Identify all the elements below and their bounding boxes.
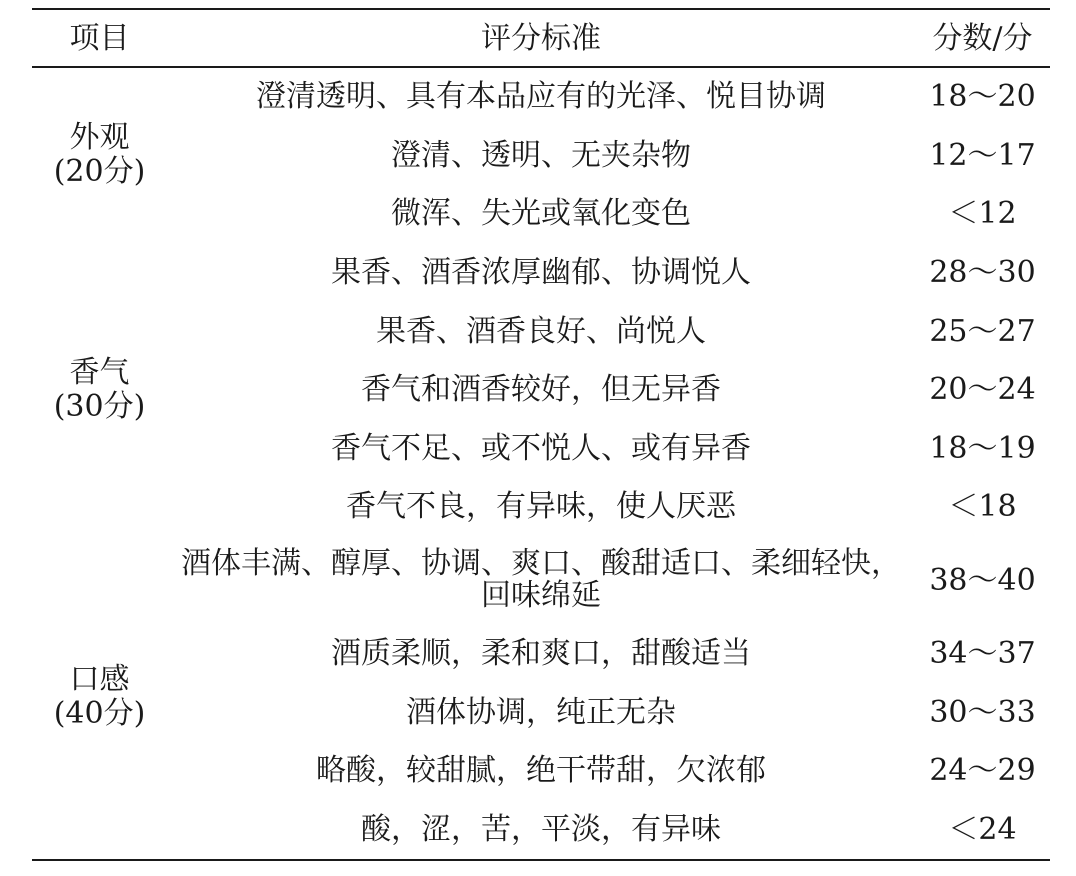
score-cell: 12～17 <box>929 137 1036 173</box>
score-cell: ＜24 <box>948 811 1017 847</box>
criterion-cell: 果香、酒香良好、尚悦人 <box>376 313 706 349</box>
category-name: 外观 <box>69 120 130 156</box>
table-row <box>32 243 1050 302</box>
score-cell: 30～33 <box>929 694 1036 730</box>
scoring-table-body <box>32 68 1050 859</box>
score-cell: ＜12 <box>948 196 1017 232</box>
score-cell: 38～40 <box>929 562 1036 598</box>
score-cell: 18～19 <box>929 430 1036 466</box>
table-row <box>32 185 1050 244</box>
scoring-table-container <box>32 8 1050 861</box>
category-appearance <box>32 68 167 244</box>
table-row <box>32 302 1050 361</box>
criterion-cell: 香气和酒香较好，但无异香 <box>361 372 721 408</box>
criterion-cell: 酒质柔顺，柔和爽口，甜酸适当 <box>331 636 751 672</box>
criterion-cell: 略酸，较甜腻，绝干带甜，欠浓郁 <box>316 753 766 789</box>
score-cell: 25～27 <box>929 313 1036 349</box>
score-cell: 18～20 <box>929 79 1036 115</box>
category-points: (40分) <box>53 696 146 732</box>
table-row <box>32 800 1050 859</box>
category-aroma <box>32 243 167 536</box>
header-item: 项目 <box>69 20 130 56</box>
criterion-cell: 澄清、透明、无夹杂物 <box>391 137 691 173</box>
table-row <box>32 68 1050 127</box>
table-bottom-rule <box>32 859 1050 861</box>
criterion-cell: 果香、酒香浓厚幽郁、协调悦人 <box>331 255 751 291</box>
score-cell: 28～30 <box>929 255 1036 291</box>
criterion-cell: 澄清透明、具有本品应有的光泽、悦目协调 <box>256 79 826 115</box>
criterion-cell: 酒体丰满、醇厚、协调、爽口、酸甜适口、柔细轻快，回味绵延 <box>181 546 901 614</box>
criterion-cell: 香气不良，有异味，使人厌恶 <box>346 489 736 525</box>
table-row <box>32 741 1050 800</box>
score-cell: ＜18 <box>948 489 1017 525</box>
scoring-table <box>32 10 1050 66</box>
category-name: 香气 <box>69 354 130 390</box>
table-row <box>32 360 1050 419</box>
table-row <box>32 536 1050 624</box>
category-points: (30分) <box>53 388 146 424</box>
category-taste <box>32 536 167 858</box>
criterion-cell: 酒体协调，纯正无杂 <box>406 694 676 730</box>
table-row <box>32 419 1050 478</box>
header-score: 分数/分 <box>932 20 1033 56</box>
category-name: 口感 <box>69 662 130 698</box>
table-row <box>32 683 1050 742</box>
table-row <box>32 126 1050 185</box>
criterion-cell: 微浑、失光或氧化变色 <box>391 196 691 232</box>
table-row <box>32 478 1050 537</box>
header-row <box>32 10 1050 66</box>
score-cell: 20～24 <box>929 372 1036 408</box>
criterion-cell: 酸，涩，苦，平淡，有异味 <box>361 811 721 847</box>
score-cell: 34～37 <box>929 636 1036 672</box>
category-points: (20分) <box>53 154 146 190</box>
header-criteria: 评分标准 <box>481 20 601 56</box>
table-row <box>32 624 1050 683</box>
score-cell: 24～29 <box>929 753 1036 789</box>
criterion-cell: 香气不足、或不悦人、或有异香 <box>331 430 751 466</box>
